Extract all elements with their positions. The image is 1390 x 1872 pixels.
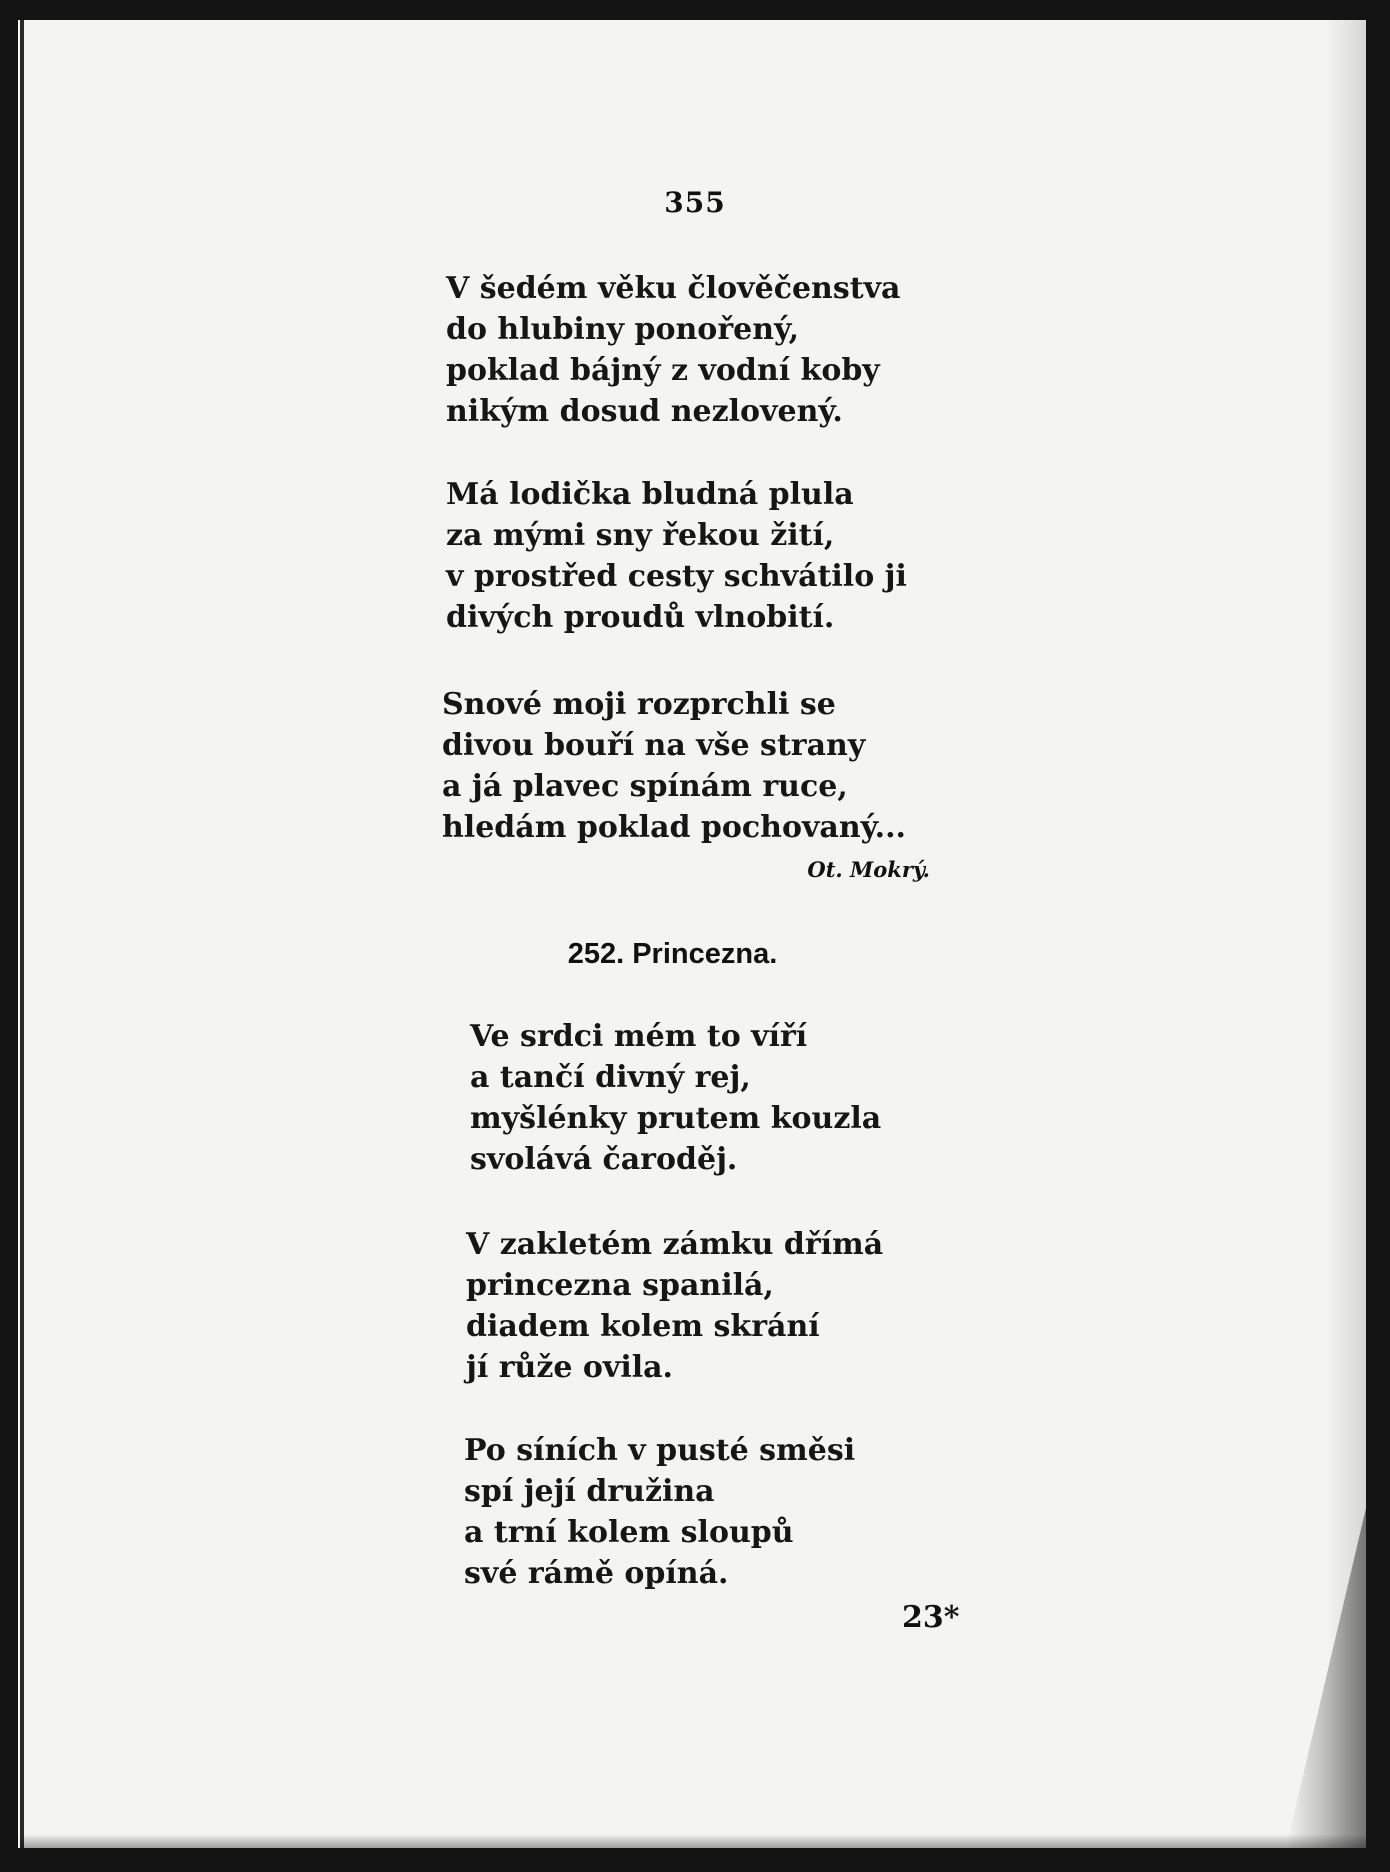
stanza-4 [470, 1016, 881, 1180]
verse-line: Má lodička bludná plula [446, 477, 854, 512]
verse-line: Snové moji rozprchli se [442, 687, 836, 722]
verse-line: svolává čaroděj. [470, 1142, 738, 1177]
verse-line: V zakletém zámku dřímá [466, 1227, 884, 1262]
verse-line: za mými sny řekou žití, [446, 518, 835, 553]
verse-line: v prostřed cesty schvátilo ji [446, 559, 907, 594]
verse-line: hledám poklad pochovaný... [442, 810, 907, 845]
verse-line: Po síních v pusté směsi [464, 1433, 856, 1468]
verse-line: myšlénky prutem kouzla [470, 1101, 882, 1136]
author-signature: Ot. Mokrý. [807, 857, 930, 882]
page-edge-left [20, 20, 24, 1848]
verse-line: a já plavec spínám ruce, [442, 769, 848, 804]
verse-line: divou bouří na vše strany [442, 728, 866, 763]
verse-line: své rámě opíná. [464, 1556, 729, 1591]
poem-title: 252. Princezna. [567, 938, 778, 970]
stanza-3 [442, 684, 906, 848]
stanza-1 [446, 268, 900, 432]
verse-line: jí růže ovila. [466, 1350, 673, 1385]
stanza-6 [464, 1430, 855, 1594]
verse-line: princezna spanilá, [466, 1268, 774, 1303]
verse-line: a trní kolem sloupů [464, 1515, 794, 1550]
page-edge-bottom [20, 1834, 1366, 1848]
verse-line: Ve srdci mém to víří [470, 1019, 808, 1054]
verse-line: V šedém věku člověčenstva [446, 271, 901, 306]
verse-line: diadem kolem skrání [466, 1309, 820, 1344]
stanza-5 [466, 1224, 883, 1388]
verse-line: nikým dosud nezlovený. [446, 394, 843, 429]
verse-line: do hlubiny ponořený, [446, 312, 800, 347]
verse-line: divých proudů vlnobití. [446, 600, 835, 635]
stanza-2 [446, 474, 907, 638]
verse-line: spí její družina [464, 1474, 715, 1509]
page-number: 355 [664, 186, 726, 219]
printer-signature-mark: 23* [902, 1600, 960, 1635]
verse-line: poklad bájný z vodní koby [446, 353, 880, 388]
verse-line: a tančí divný rej, [470, 1060, 751, 1095]
